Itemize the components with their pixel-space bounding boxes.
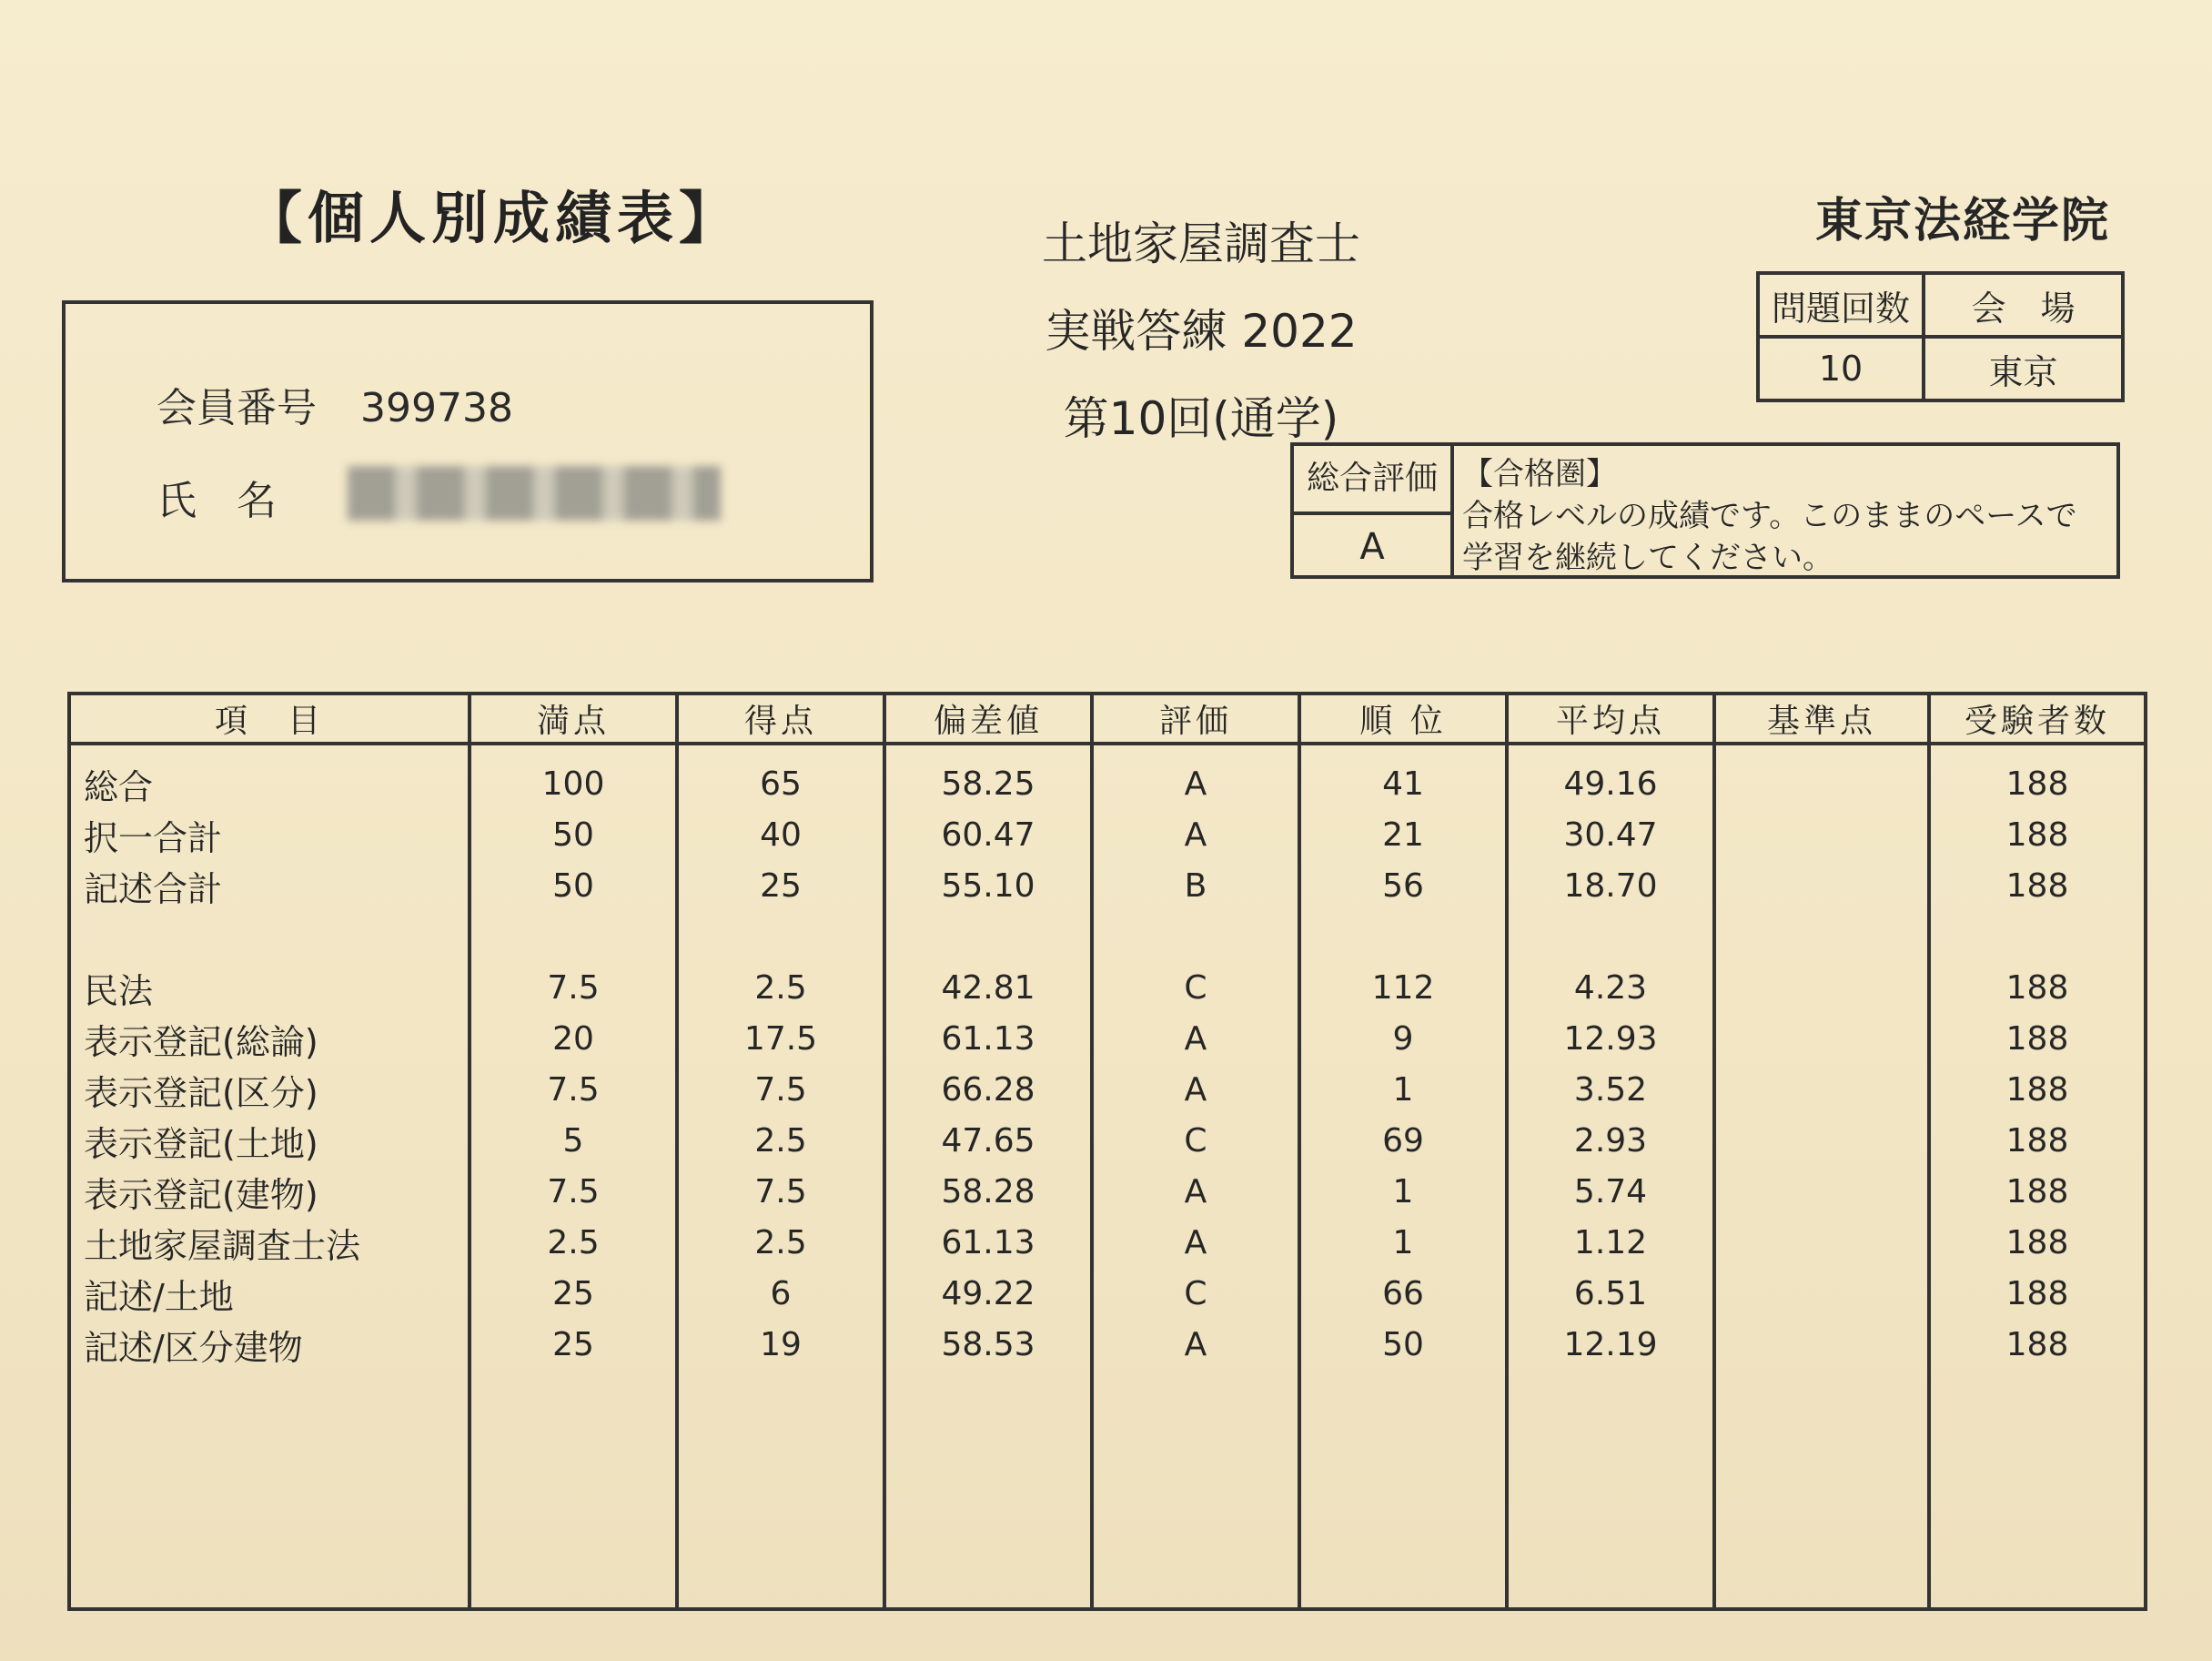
- cell-full-marks: 7.5: [470, 962, 677, 1013]
- cell-examinees: 188: [1929, 962, 2146, 1013]
- evaluation-grade-cell: [1294, 446, 1454, 575]
- exam-round: 第10回(通学): [1063, 392, 1339, 445]
- cell-average: 18.70: [1507, 860, 1714, 911]
- score-row: [69, 962, 2146, 1013]
- cell-average: 1.12: [1507, 1217, 1714, 1268]
- member-number-label: 会員番号: [157, 385, 317, 431]
- cell-deviation: 47.65: [884, 1115, 1092, 1166]
- cell-benchmark: [1714, 809, 1929, 860]
- cell-benchmark: [1714, 1115, 1929, 1166]
- evaluation-comment: [1462, 453, 2107, 579]
- cell-grade: A: [1092, 1013, 1299, 1064]
- cell-full-marks: 50: [470, 809, 677, 860]
- cell-item: 総合: [69, 758, 470, 809]
- cell-rank: 1: [1299, 1217, 1507, 1268]
- cell-rank: 21: [1299, 809, 1507, 860]
- venue-value: 東京: [1924, 337, 2123, 400]
- cell-examinees: 188: [1929, 1319, 2146, 1370]
- cell-item: 択一合計: [69, 809, 470, 860]
- cell-full-marks: 20: [470, 1013, 677, 1064]
- cell-examinees: 188: [1929, 860, 2146, 911]
- session-value-row: [1758, 337, 2123, 400]
- score-row: [69, 1268, 2146, 1319]
- cell-score: 6: [677, 1268, 884, 1319]
- cell-grade: A: [1092, 809, 1299, 860]
- cell-rank: 1: [1299, 1166, 1507, 1217]
- cell-full-marks: 5: [470, 1115, 677, 1166]
- cell-score: 65: [677, 758, 884, 809]
- cell-full-marks: 7.5: [470, 1064, 677, 1115]
- cell-grade: C: [1092, 1115, 1299, 1166]
- header-grade: 評価: [1092, 694, 1299, 744]
- cell-full-marks: 100: [470, 758, 677, 809]
- evaluation-label: 総合評価: [1294, 446, 1450, 515]
- cell-rank: 112: [1299, 962, 1507, 1013]
- session-table: [1756, 271, 2125, 402]
- cell-score: 2.5: [677, 1217, 884, 1268]
- cell-benchmark: [1714, 1217, 1929, 1268]
- cell-grade: A: [1092, 758, 1299, 809]
- score-row: [69, 758, 2146, 809]
- cell-grade: A: [1092, 1166, 1299, 1217]
- cell-item: 記述/区分建物: [69, 1319, 470, 1370]
- member-name-row: [157, 468, 348, 526]
- cell-examinees: 188: [1929, 758, 2146, 809]
- member-number-value: 399738: [360, 385, 513, 431]
- cell-grade: C: [1092, 1268, 1299, 1319]
- cell-deviation: 58.53: [884, 1319, 1092, 1370]
- cell-full-marks: 25: [470, 1268, 677, 1319]
- member-info-box: [62, 300, 874, 582]
- cell-examinees: 188: [1929, 1115, 2146, 1166]
- cell-average: 3.52: [1507, 1064, 1714, 1115]
- cell-rank: 9: [1299, 1013, 1507, 1064]
- sheet-title: 【個人別成績表】: [246, 185, 742, 251]
- cell-benchmark: [1714, 1064, 1929, 1115]
- cell-examinees: 188: [1929, 1217, 2146, 1268]
- cell-rank: 56: [1299, 860, 1507, 911]
- cell-grade: A: [1092, 1217, 1299, 1268]
- cell-score: 25: [677, 860, 884, 911]
- cell-item: 表示登記(土地): [69, 1115, 470, 1166]
- cell-grade: A: [1092, 1064, 1299, 1115]
- cell-benchmark: [1714, 860, 1929, 911]
- cell-deviation: 60.47: [884, 809, 1092, 860]
- cell-full-marks: 7.5: [470, 1166, 677, 1217]
- scores-table: [67, 692, 2147, 1611]
- cell-rank: 1: [1299, 1064, 1507, 1115]
- school-name: 東京法経学院: [1815, 194, 2111, 248]
- cell-deviation: 58.25: [884, 758, 1092, 809]
- cell-score: 17.5: [677, 1013, 884, 1064]
- exam-series: 実戦答練 2022: [1045, 305, 1358, 358]
- cell-rank: 41: [1299, 758, 1507, 809]
- evaluation-comment-title: 【合格圏】: [1462, 456, 1617, 492]
- evaluation-comment-body: 合格レベルの成績です。このままのペースで学習を継続してください。: [1462, 498, 2077, 576]
- cell-average: 5.74: [1507, 1166, 1714, 1217]
- cell-deviation: 42.81: [884, 962, 1092, 1013]
- overall-evaluation-box: [1290, 442, 2120, 579]
- cell-score: 7.5: [677, 1064, 884, 1115]
- session-header-row: [1758, 273, 2123, 337]
- cell-score: 7.5: [677, 1166, 884, 1217]
- cell-item: 表示登記(総論): [69, 1013, 470, 1064]
- header-average: 平均点: [1507, 694, 1714, 744]
- cell-examinees: 188: [1929, 1268, 2146, 1319]
- score-row: [69, 1319, 2146, 1370]
- cell-grade: A: [1092, 1319, 1299, 1370]
- score-row: [69, 1217, 2146, 1268]
- cell-full-marks: 2.5: [470, 1217, 677, 1268]
- score-row: [69, 1166, 2146, 1217]
- cell-average: 30.47: [1507, 809, 1714, 860]
- exam-header: [946, 200, 1456, 462]
- cell-deviation: 55.10: [884, 860, 1092, 911]
- cell-benchmark: [1714, 962, 1929, 1013]
- cell-average: 6.51: [1507, 1268, 1714, 1319]
- cell-deviation: 49.22: [884, 1268, 1092, 1319]
- header-rank: 順 位: [1299, 694, 1507, 744]
- cell-item: 土地家屋調査士法: [69, 1217, 470, 1268]
- cell-examinees: 188: [1929, 809, 2146, 860]
- member-number-row: [157, 375, 513, 433]
- cell-average: 49.16: [1507, 758, 1714, 809]
- evaluation-grade: A: [1359, 526, 1385, 568]
- cell-item: 民法: [69, 962, 470, 1013]
- header-score: 得点: [677, 694, 884, 744]
- score-row: [69, 1013, 2146, 1064]
- cell-deviation: 61.13: [884, 1217, 1092, 1268]
- cell-rank: 50: [1299, 1319, 1507, 1370]
- header-item: 項 目: [69, 694, 470, 744]
- exam-subject: 土地家屋調査士: [1042, 218, 1360, 270]
- cell-rank: 69: [1299, 1115, 1507, 1166]
- venue-header: 会 場: [1924, 273, 2123, 337]
- header-full-marks: 満点: [470, 694, 677, 744]
- cell-item: 記述/土地: [69, 1268, 470, 1319]
- cell-benchmark: [1714, 1268, 1929, 1319]
- session-count-header: 問題回数: [1758, 273, 1924, 337]
- scores-body: [69, 744, 2146, 1609]
- cell-examinees: 188: [1929, 1064, 2146, 1115]
- score-row: [69, 860, 2146, 911]
- cell-examinees: 188: [1929, 1013, 2146, 1064]
- session-count-value: 10: [1758, 337, 1924, 400]
- cell-benchmark: [1714, 1013, 1929, 1064]
- score-row: [69, 1064, 2146, 1115]
- cell-score: 40: [677, 809, 884, 860]
- cell-benchmark: [1714, 1166, 1929, 1217]
- cell-benchmark: [1714, 1319, 1929, 1370]
- cell-full-marks: 50: [470, 860, 677, 911]
- cell-average: 4.23: [1507, 962, 1714, 1013]
- cell-score: 2.5: [677, 1115, 884, 1166]
- cell-deviation: 66.28: [884, 1064, 1092, 1115]
- cell-score: 19: [677, 1319, 884, 1370]
- cell-item: 記述合計: [69, 860, 470, 911]
- cell-full-marks: 25: [470, 1319, 677, 1370]
- cell-deviation: 61.13: [884, 1013, 1092, 1064]
- score-row: [69, 809, 2146, 860]
- member-name-label: 氏 名: [157, 478, 277, 524]
- cell-deviation: 58.28: [884, 1166, 1092, 1217]
- cell-grade: C: [1092, 962, 1299, 1013]
- scores-header-row: [69, 694, 2146, 744]
- cell-average: 12.93: [1507, 1013, 1714, 1064]
- cell-item: 表示登記(建物): [69, 1166, 470, 1217]
- cell-grade: B: [1092, 860, 1299, 911]
- score-row: [69, 1115, 2146, 1166]
- header-examinees: 受験者数: [1929, 694, 2146, 744]
- cell-rank: 66: [1299, 1268, 1507, 1319]
- cell-score: 2.5: [677, 962, 884, 1013]
- cell-benchmark: [1714, 758, 1929, 809]
- header-deviation: 偏差値: [884, 694, 1092, 744]
- cell-examinees: 188: [1929, 1166, 2146, 1217]
- cell-average: 12.19: [1507, 1319, 1714, 1370]
- cell-average: 2.93: [1507, 1115, 1714, 1166]
- header-benchmark: 基準点: [1714, 694, 1929, 744]
- cell-item: 表示登記(区分): [69, 1064, 470, 1115]
- name-redaction: [348, 466, 721, 521]
